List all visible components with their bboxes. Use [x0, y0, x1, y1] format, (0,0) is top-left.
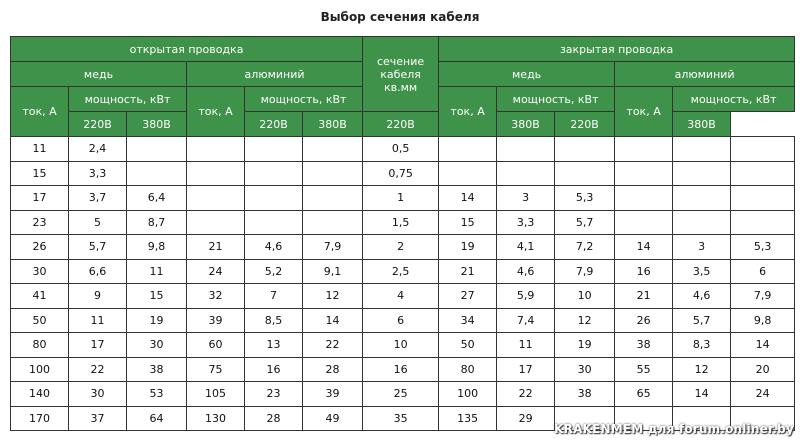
open-copper-header: медь	[11, 62, 187, 87]
voltage-380-header: 380В	[497, 112, 555, 137]
table-cell: 5,2	[245, 259, 303, 284]
voltage-220-header: 220В	[245, 112, 303, 137]
table-cell: 16	[245, 357, 303, 382]
table-cell	[615, 186, 673, 211]
table-cell: 30	[555, 357, 615, 382]
current-header: ток, А	[439, 87, 497, 137]
open-aluminium-header: алюминий	[187, 62, 363, 87]
table-cell: 1,5	[363, 210, 439, 235]
table-cell: 12	[555, 308, 615, 333]
table-body	[11, 137, 795, 431]
voltage-220-header: 220В	[555, 112, 615, 137]
table-cell: 15	[439, 210, 497, 235]
table-cell: 5,7	[555, 210, 615, 235]
table-cell: 105	[187, 382, 245, 407]
table-cell: 25	[363, 382, 439, 407]
table-cell: 35	[363, 406, 439, 431]
table-cell: 2,4	[69, 137, 127, 162]
table-cell: 170	[11, 406, 69, 431]
open-wiring-header: открытая проводка	[11, 37, 363, 62]
voltage-380-header: 380В	[303, 112, 363, 137]
table-cell: 11	[127, 259, 187, 284]
table-cell: 12	[303, 284, 363, 309]
table-cell: 39	[303, 382, 363, 407]
power-header: мощность, кВт	[497, 87, 615, 112]
table-cell: 17	[11, 186, 69, 211]
table-cell: 14	[731, 333, 795, 358]
table-cell	[439, 137, 497, 162]
table-cell: 37	[69, 406, 127, 431]
table-row	[11, 186, 795, 211]
table-cell: 12	[673, 357, 731, 382]
voltage-380-header: 380В	[127, 112, 187, 137]
table-cell	[187, 137, 245, 162]
table-row	[11, 308, 795, 333]
table-cell: 3	[673, 235, 731, 260]
table-cell: 39	[187, 308, 245, 333]
table-cell: 5,7	[69, 235, 127, 260]
table-cell: 15	[11, 161, 69, 186]
table-cell: 3,3	[69, 161, 127, 186]
table-cell: 14	[303, 308, 363, 333]
table-cell: 16	[615, 259, 673, 284]
table-cell: 100	[439, 382, 497, 407]
table-cell: 5,7	[673, 308, 731, 333]
table-cell: 17	[69, 333, 127, 358]
section-header: сечение кабеля кв.мм	[363, 37, 439, 112]
table-cell: 6,4	[127, 186, 187, 211]
current-header: ток, А	[187, 87, 245, 137]
table-cell: 22	[497, 382, 555, 407]
table-cell	[673, 161, 731, 186]
table-cell: 9	[69, 284, 127, 309]
table-cell: 32	[187, 284, 245, 309]
table-cell: 30	[11, 259, 69, 284]
table-cell: 20	[731, 357, 795, 382]
table-cell	[673, 137, 731, 162]
table-cell: 26	[11, 235, 69, 260]
table-cell: 11	[497, 333, 555, 358]
table-cell	[245, 161, 303, 186]
table-cell: 7,4	[497, 308, 555, 333]
table-cell	[615, 137, 673, 162]
table-cell: 50	[11, 308, 69, 333]
table-cell: 22	[303, 333, 363, 358]
table-cell: 2,5	[363, 259, 439, 284]
table-cell: 19	[127, 308, 187, 333]
table-cell: 9,8	[127, 235, 187, 260]
table-cell: 38	[555, 382, 615, 407]
voltage-220-header: 220В	[363, 112, 439, 137]
table-cell: 30	[69, 382, 127, 407]
table-cell: 3,5	[673, 259, 731, 284]
table-cell: 21	[615, 284, 673, 309]
table-cell	[303, 161, 363, 186]
table-cell: 14	[673, 382, 731, 407]
table-cell: 8,3	[673, 333, 731, 358]
table-cell: 21	[187, 235, 245, 260]
table-cell: 9,1	[303, 259, 363, 284]
table-cell: 6	[363, 308, 439, 333]
table-cell: 53	[127, 382, 187, 407]
table-cell: 4,6	[245, 235, 303, 260]
table-cell: 140	[11, 382, 69, 407]
table-cell	[615, 161, 673, 186]
table-row	[11, 235, 795, 260]
table-cell: 4,1	[497, 235, 555, 260]
table-cell: 24	[731, 382, 795, 407]
table-cell: 19	[555, 333, 615, 358]
table-cell	[615, 210, 673, 235]
table-cell: 28	[245, 406, 303, 431]
table-cell: 24	[187, 259, 245, 284]
table-cell: 60	[187, 333, 245, 358]
table-cell: 49	[303, 406, 363, 431]
table-cell: 11	[11, 137, 69, 162]
table-cell: 2	[363, 235, 439, 260]
watermark: KRAKENMEM для forum.onliner.by	[554, 422, 794, 436]
table-cell	[187, 186, 245, 211]
table-cell: 5,9	[497, 284, 555, 309]
table-cell: 30	[127, 333, 187, 358]
page-title: Выбор сечения кабеля	[320, 10, 480, 24]
table-cell	[497, 161, 555, 186]
table-cell: 15	[127, 284, 187, 309]
table-cell: 16	[363, 357, 439, 382]
table-row	[11, 210, 795, 235]
table-cell	[127, 137, 187, 162]
table-cell	[555, 137, 615, 162]
table-cell: 29	[497, 406, 555, 431]
table-cell: 4	[363, 284, 439, 309]
table-cell	[187, 161, 245, 186]
table-row	[11, 382, 795, 407]
table-row	[11, 259, 795, 284]
table-cell: 80	[439, 357, 497, 382]
table-cell: 22	[69, 357, 127, 382]
table-cell: 1	[363, 186, 439, 211]
voltage-220-header: 220В	[69, 112, 127, 137]
table-cell: 27	[439, 284, 497, 309]
table-cell	[731, 161, 795, 186]
table-cell: 5,3	[555, 186, 615, 211]
table-cell	[245, 186, 303, 211]
table-cell: 17	[497, 357, 555, 382]
closed-aluminium-header: алюминий	[615, 62, 795, 87]
table-cell: 21	[439, 259, 497, 284]
table-cell: 23	[11, 210, 69, 235]
table-cell: 7,2	[555, 235, 615, 260]
table-cell: 7	[245, 284, 303, 309]
table-cell	[245, 137, 303, 162]
table-cell	[303, 210, 363, 235]
table-cell	[187, 210, 245, 235]
table-cell: 3	[497, 186, 555, 211]
table-cell: 65	[615, 382, 673, 407]
table-cell: 19	[439, 235, 497, 260]
table-cell: 11	[69, 308, 127, 333]
table-cell: 64	[127, 406, 187, 431]
table-cell	[245, 210, 303, 235]
power-header: мощность, кВт	[673, 87, 795, 112]
table-cell: 0,5	[363, 137, 439, 162]
closed-wiring-header: закрытая проводка	[439, 37, 795, 62]
table-cell: 135	[439, 406, 497, 431]
table-cell: 14	[615, 235, 673, 260]
voltage-380-header: 380В	[673, 112, 731, 137]
table-row	[11, 333, 795, 358]
table-cell: 8,5	[245, 308, 303, 333]
table-cell	[555, 161, 615, 186]
power-header: мощность, кВт	[245, 87, 363, 112]
table-cell: 13	[245, 333, 303, 358]
table-cell: 9,8	[731, 308, 795, 333]
table-row	[11, 357, 795, 382]
table-cell: 75	[187, 357, 245, 382]
table-cell	[673, 210, 731, 235]
table-cell	[497, 137, 555, 162]
table-cell: 7,9	[303, 235, 363, 260]
table-cell	[731, 137, 795, 162]
table-cell: 26	[615, 308, 673, 333]
current-header: ток, А	[615, 87, 673, 137]
table-cell	[127, 161, 187, 186]
current-header: ток, А	[11, 87, 69, 137]
table-cell: 50	[439, 333, 497, 358]
table-cell: 0,75	[363, 161, 439, 186]
table-cell: 7,9	[555, 259, 615, 284]
table-cell: 6,6	[69, 259, 127, 284]
table-cell: 5,3	[731, 235, 795, 260]
table-cell: 100	[11, 357, 69, 382]
table-cell: 80	[11, 333, 69, 358]
table-row	[11, 284, 795, 309]
table-row	[11, 137, 795, 162]
table-cell: 4,6	[673, 284, 731, 309]
table-cell	[731, 186, 795, 211]
table-cell: 6	[731, 259, 795, 284]
table-cell: 8,7	[127, 210, 187, 235]
table-cell: 28	[303, 357, 363, 382]
table-cell: 5	[69, 210, 127, 235]
table-cell	[731, 210, 795, 235]
table-cell	[439, 161, 497, 186]
table-cell: 7,9	[731, 284, 795, 309]
table-cell: 14	[439, 186, 497, 211]
table-cell: 55	[615, 357, 673, 382]
power-header: мощность, кВт	[69, 87, 187, 112]
cable-section-table	[10, 36, 795, 431]
table-cell	[303, 137, 363, 162]
closed-copper-header: медь	[439, 62, 615, 87]
table-cell: 10	[363, 333, 439, 358]
table-cell: 41	[11, 284, 69, 309]
table-cell: 34	[439, 308, 497, 333]
table-cell	[673, 186, 731, 211]
table-cell: 38	[127, 357, 187, 382]
table-cell: 3,3	[497, 210, 555, 235]
table-row	[11, 161, 795, 186]
table-cell: 10	[555, 284, 615, 309]
table-cell: 3,7	[69, 186, 127, 211]
table-cell: 38	[615, 333, 673, 358]
table-cell: 4,6	[497, 259, 555, 284]
table-cell	[303, 186, 363, 211]
table-cell: 130	[187, 406, 245, 431]
table-cell: 23	[245, 382, 303, 407]
